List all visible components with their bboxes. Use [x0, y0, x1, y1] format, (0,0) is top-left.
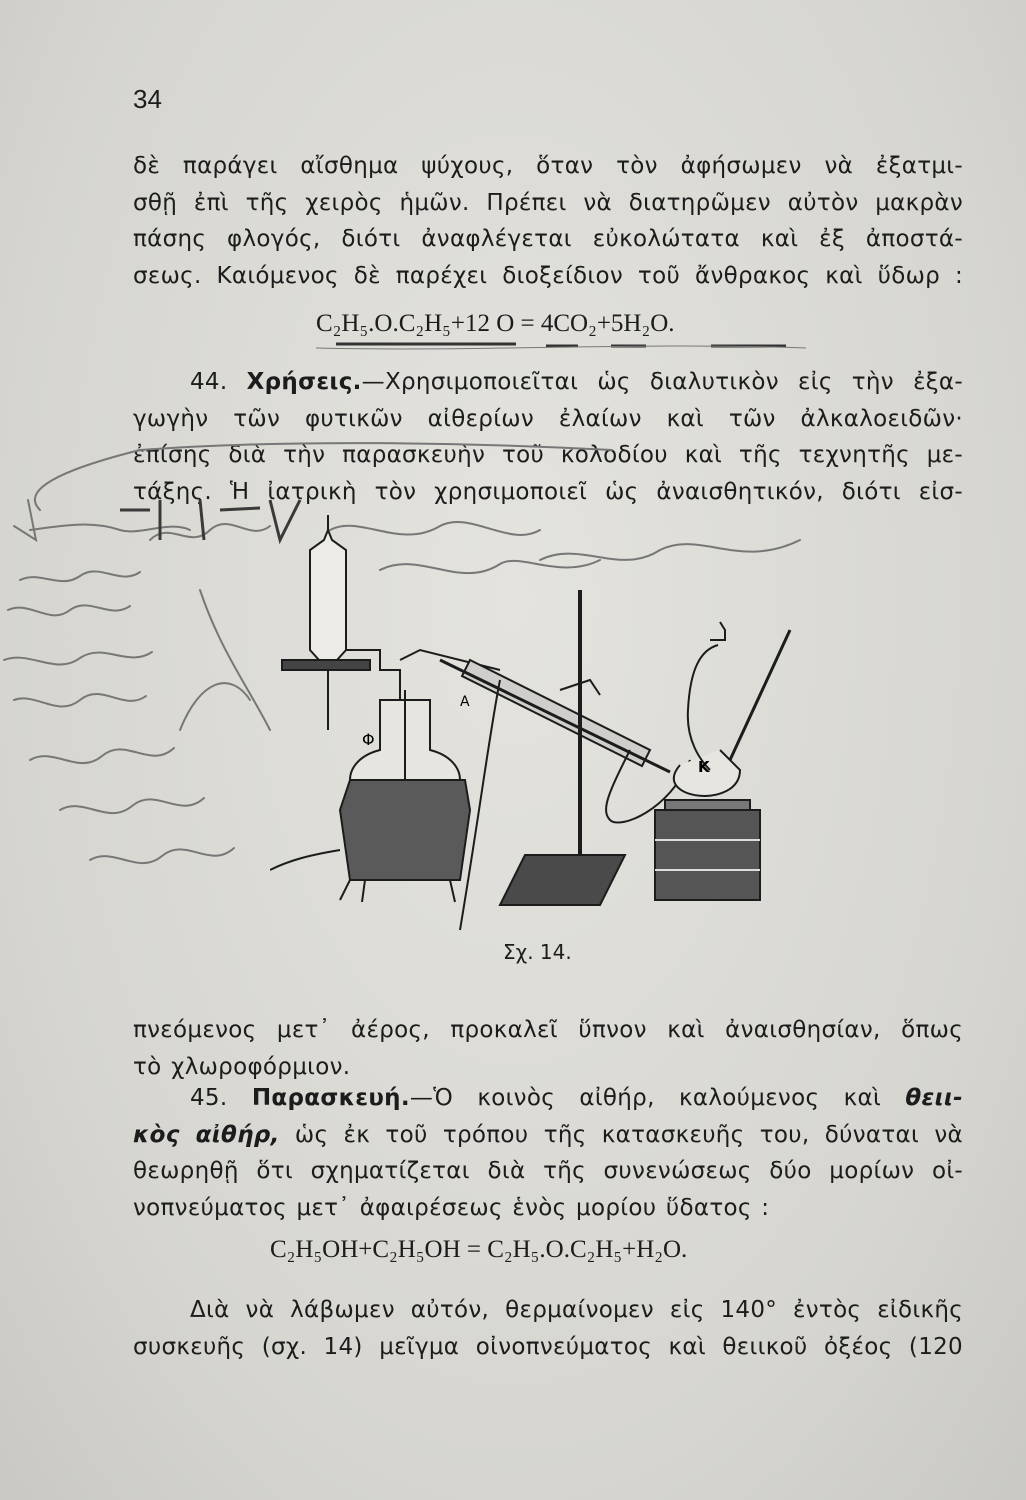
formula-underline-marks	[316, 338, 806, 356]
text-line	[133, 1080, 963, 1117]
text-line: δὲ παράγει αἴσθημα ψύχους, ὅταν τὸν ἀφήσωμεν νὰ ἐξατμι-	[133, 153, 963, 179]
text-line: συσκευῆς (σχ. 14) μεῖγμα οἰνοπνεύματος καὶ θειικοῦ ὀξέος (120	[133, 1333, 963, 1360]
text-line	[133, 1117, 963, 1154]
text-line: θεωρηθῇ ὅτι σχηματίζεται διὰ τῆς συνενώσεως δύο μορίων οἰ-	[133, 1158, 963, 1184]
section-45-term-cont: κὸς αἰθήρ,	[133, 1121, 280, 1148]
text-line: τὸ χλωροφόρμιον.	[133, 1053, 351, 1080]
text-line	[133, 364, 963, 401]
text-line: σθῇ ἐπὶ τῆς χειρὸς ἡμῶν. Πρέπει νὰ διατηρῶμεν αὐτὸν μακρὰν	[133, 189, 963, 216]
figure-label-phi: Φ	[362, 730, 375, 749]
formula-combustion: C₂H₅.O.C₂H₅+12 O = 4CO₂+5H₂O.	[316, 310, 675, 337]
section-44	[133, 364, 963, 510]
bottom-paragraph	[133, 1292, 963, 1365]
figure-label-k: Κ	[698, 758, 710, 776]
middle-paragraph	[133, 1012, 963, 1085]
section-44-title: Χρήσεις.	[246, 369, 362, 395]
section-45-number: 45.	[190, 1085, 228, 1111]
text-line: πάσης φλογός, διότι ἀναφλέγεται εὐκολώτατα καὶ ἐξ ἀποστά-	[133, 226, 963, 252]
formula-preparation: C₂H₅OH+C₂H₅OH = C₂H₅.O.C₂H₅+H₂O.	[270, 1236, 688, 1263]
text-line: Διὰ νὰ λάβωμεν αὐτόν, θερμαίνομεν εἰς 140° ἐντὸς εἰδικῆς	[190, 1297, 963, 1323]
section-45-title: Παρασκευή.	[251, 1085, 410, 1111]
section-45-line-rest: —Ὁ κοινὸς αἰθήρ, καλούμενος καὶ	[409, 1085, 882, 1111]
section-44-number: 44.	[190, 369, 228, 395]
page-number: 34	[133, 84, 162, 114]
text-line: νοπνεύματος μετ᾿ ἀφαιρέσεως ἑνὸς μορίου ὕδατος :	[133, 1194, 770, 1221]
figure-caption: Σχ. 14.	[503, 940, 572, 964]
section-45-term: θειι-	[905, 1085, 963, 1111]
text-line: ἐπίσης διὰ τὴν παρασκευὴν τοῦ κολοδίου καὶ τῆς τεχνητῆς με-	[133, 442, 963, 468]
section-45	[133, 1080, 963, 1226]
text-line: πνεόμενος μετ᾿ ἀέρος, προκαλεῖ ὕπνον καὶ ἀναισθησίαν, ὅπως	[133, 1017, 963, 1043]
text-line: γωγὴν τῶν φυτικῶν αἰθερίων ἐλαίων καὶ τῶν ἀλκαλοειδῶν·	[133, 405, 963, 432]
section-45-line-2: ὡς ἐκ τοῦ τρόπου τῆς κατασκευῆς του, δύναται νὰ	[279, 1121, 963, 1148]
top-paragraph	[133, 148, 963, 294]
figure-label-a: Α	[460, 694, 470, 710]
text-line: σεως. Καιόμενος δὲ παρέχει διοξείδιον τοῦ ἄνθρακος καὶ ὕδωρ :	[133, 262, 963, 289]
section-44-line-rest: —Χρησιμοποιεῖται ὡς διαλυτικὸν εἰς τὴν ἐξα-	[361, 369, 963, 395]
text-line: τάξης. Ἡ ἰατρικὴ τὸν χρησιμοποιεῖ ὡς ἀναισθητικόν, διότι εἰσ-	[133, 478, 963, 505]
distillation-apparatus-figure	[270, 510, 840, 940]
